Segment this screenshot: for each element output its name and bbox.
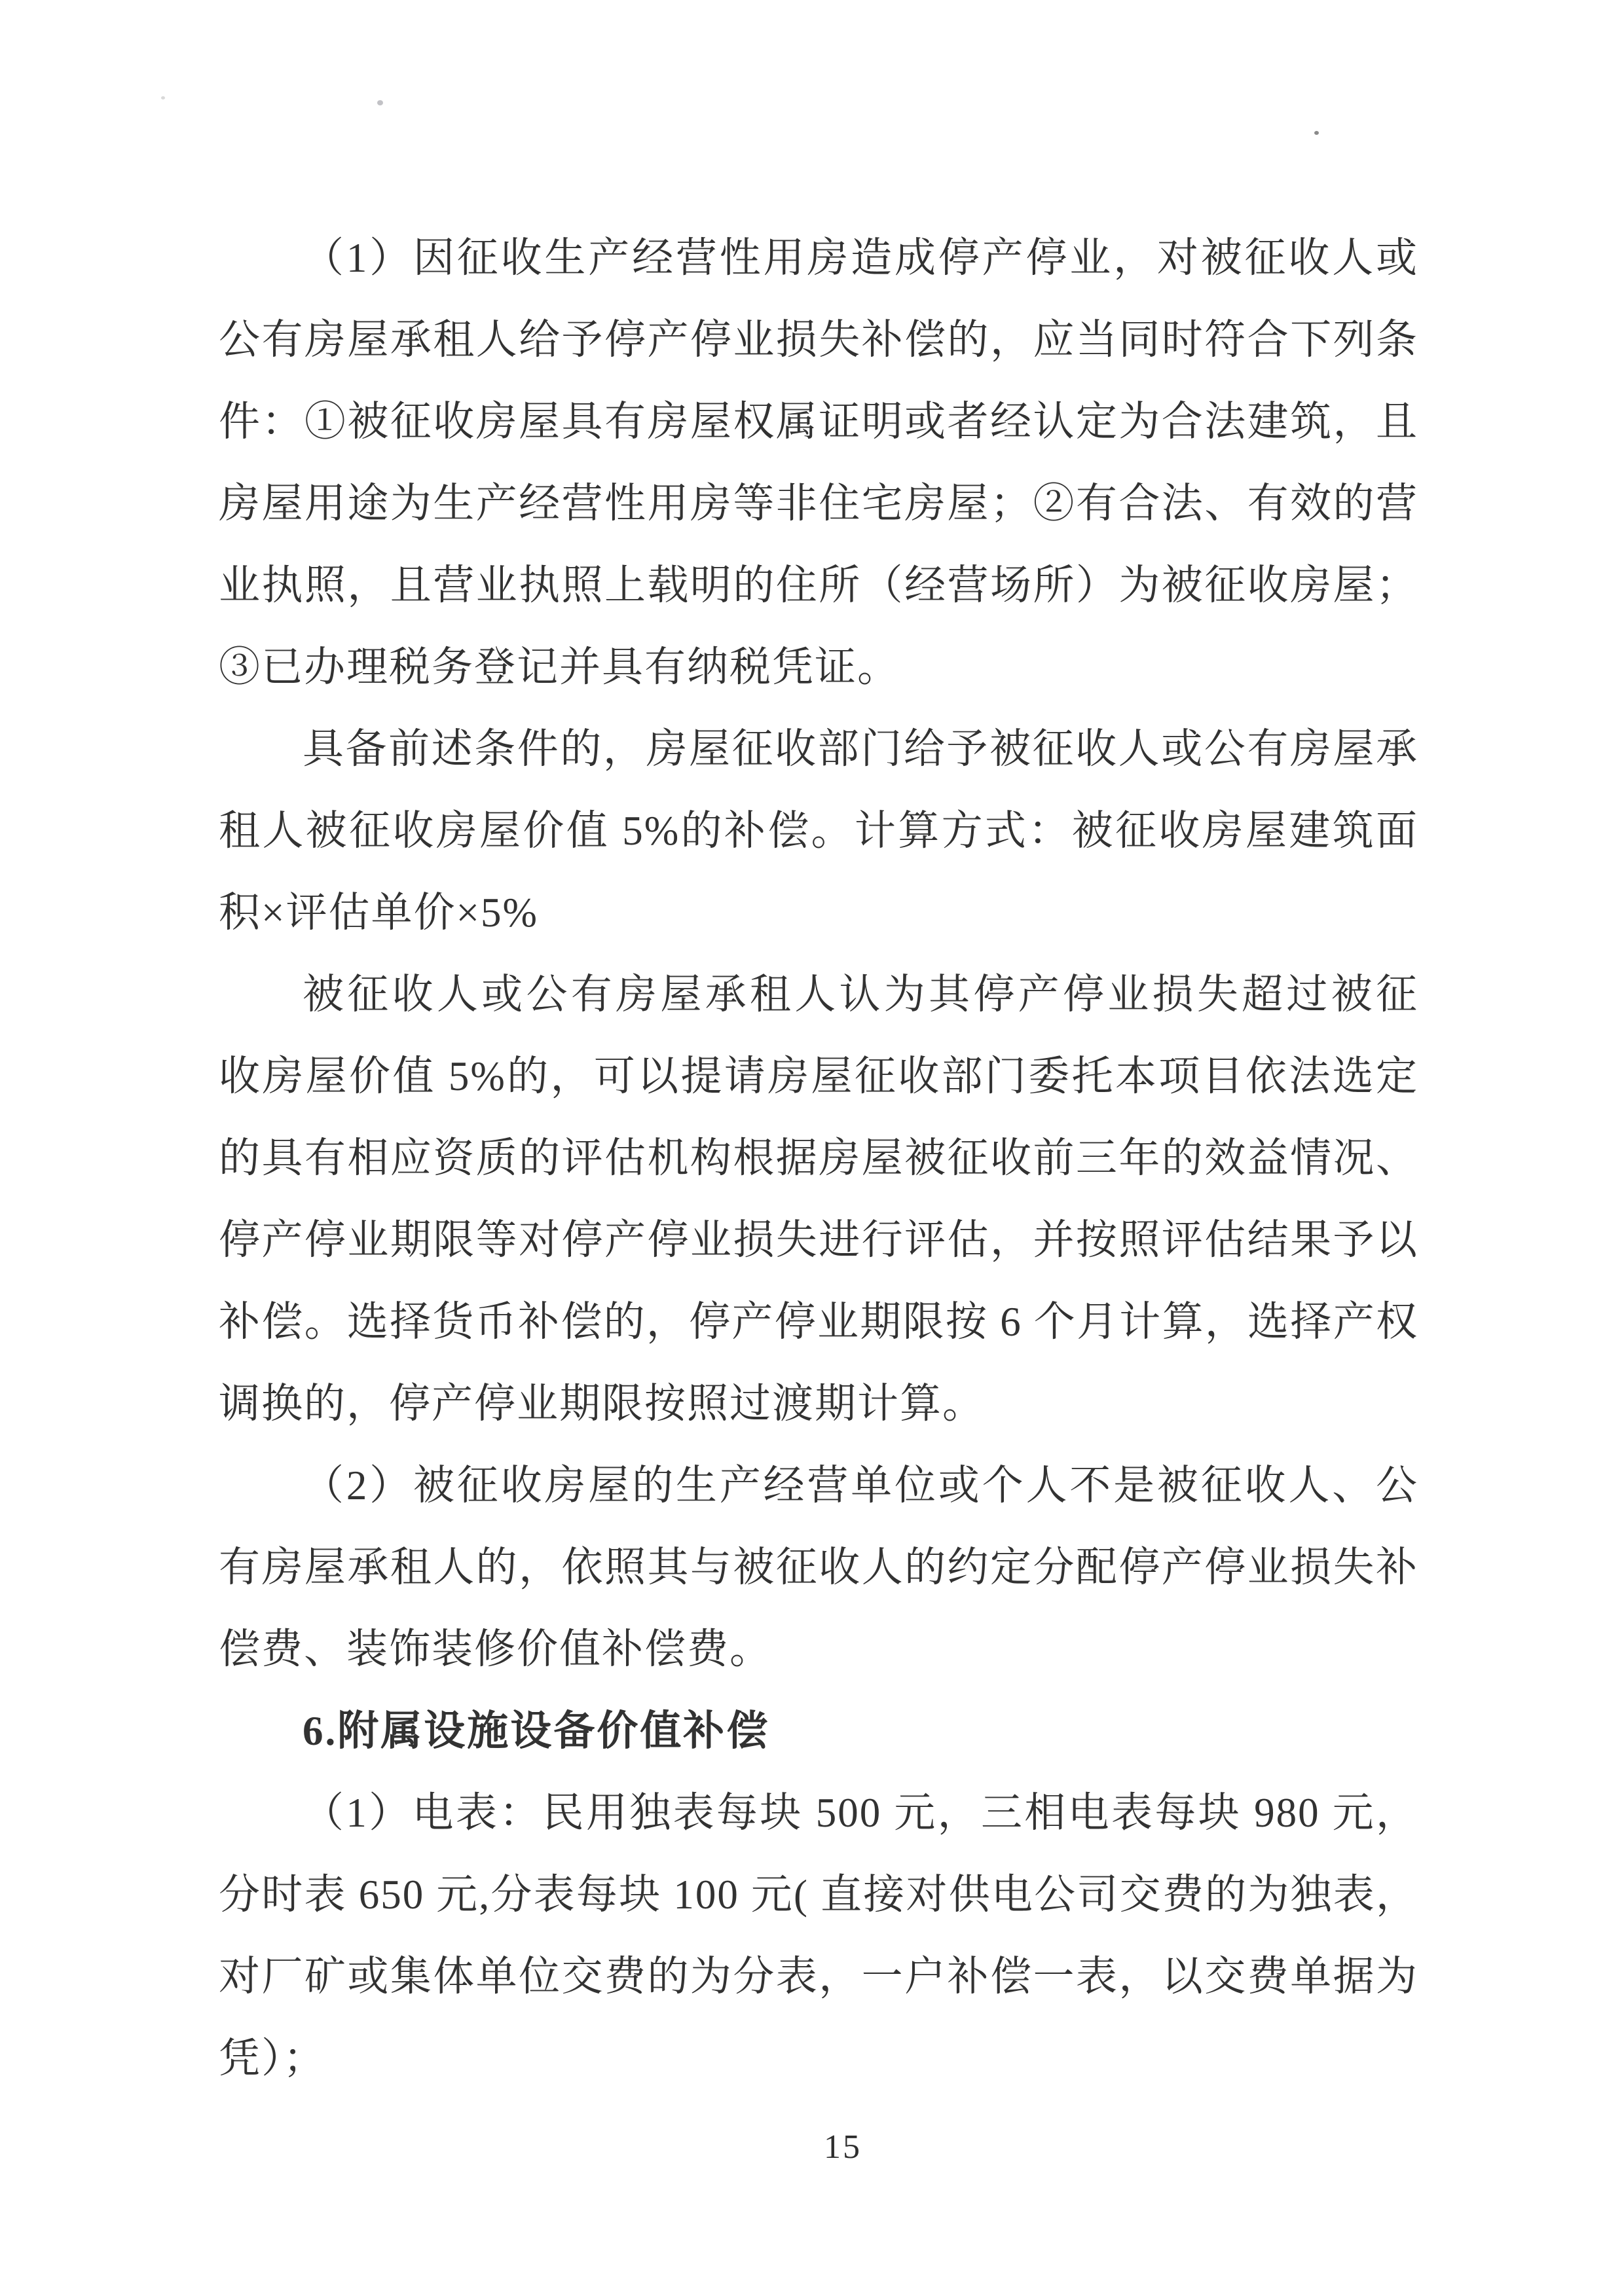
numeric-text: 650 [358, 1872, 425, 1918]
numeric-text: 5% [622, 808, 680, 854]
text-line: 偿费、装饰装修价值补偿费。 [219, 1626, 772, 1672]
numeric-text: 6. [303, 1708, 338, 1754]
page-number: 15 [824, 2128, 862, 2166]
numeric-text: 1 [346, 1790, 368, 1836]
text-line: 对厂矿或集体单位交费的为分表，一户补偿一表，以交费单据为 [219, 1954, 1418, 1999]
numeric-text: ( [794, 1872, 809, 1918]
text-line: 调换的，停产停业期限按照过渡期计算。 [219, 1381, 985, 1427]
numeric-text: 980 [1254, 1790, 1320, 1836]
text-line: 被征收人或公有房屋承租人认为其停产停业损失超过被征 [303, 972, 1418, 1017]
text-line: ③已办理税务登记并具有纳税凭证。 [219, 644, 900, 690]
body-text [219, 217, 1418, 2100]
text-line: 停产停业期限等对停产停业损失进行评估，并按照评估结果予以 [219, 1217, 1418, 1263]
text-line: 收房屋价值 5%的，可以提请房屋征收部门委托本项目依法选定 [219, 1053, 1419, 1099]
text-line: 业执照，且营业执照上载明的住所（经营场所）为被征收房屋； [219, 562, 1418, 608]
text-line: 租人被征收房屋价值 5%的补偿。计算方式：被征收房屋建筑面 [219, 808, 1419, 854]
text-line: （2）被征收房屋的生产经营单位或个人不是被征收人、公 [303, 1463, 1419, 1508]
section-heading: 6.附属设施设备价值补偿 [303, 1708, 770, 1754]
text-line: 补偿。选择货币补偿的，停产停业期限按 6 个月计算，选择产权 [219, 1299, 1419, 1345]
numeric-text: 5% [448, 1053, 506, 1099]
text-line: （1）电表：民用独表每块 500 元，三相电表每块 980 元， [303, 1790, 1419, 1836]
text-line: 分时表 650 元,分表每块 100 元( 直接对供电公司交费的为独表， [219, 1872, 1419, 1918]
numeric-text: ×5% [456, 890, 539, 936]
scan-speck [1314, 131, 1319, 135]
numeric-text: 500 [815, 1790, 882, 1836]
text-line: 房屋用途为生产经营性用房等非住宅房屋；②有合法、有效的营 [219, 481, 1418, 526]
numeric-text: 2 [346, 1463, 369, 1508]
numeric-text: 100 [673, 1872, 739, 1918]
text-line: 具备前述条件的，房屋征收部门给予被征收人或公有房屋承 [303, 726, 1418, 772]
text-line: 公有房屋承租人给予停产停业损失补偿的，应当同时符合下列条 [219, 317, 1418, 363]
scan-speck [161, 96, 165, 100]
text-line: 凭）； [219, 2035, 326, 2081]
text-line: 积×评估单价×5% [219, 890, 539, 936]
text-line: 有房屋承租人的，依照其与被征收人的约定分配停产停业损失补 [219, 1544, 1418, 1590]
numeric-text: × [261, 890, 286, 936]
numeric-text: 6 [1000, 1299, 1022, 1345]
numeric-text: , [479, 1872, 491, 1918]
text-line: （1）因征收生产经营性用房造成停产停业，对被征收人或 [303, 235, 1419, 281]
numeric-text: 1 [346, 235, 369, 281]
text-line: 件：①被征收房屋具有房屋权属证明或者经认定为合法建筑，且 [219, 399, 1418, 445]
scan-speck [377, 100, 383, 105]
text-line: 的具有相应资质的评估机构根据房屋被征收前三年的效益情况、 [219, 1135, 1418, 1181]
